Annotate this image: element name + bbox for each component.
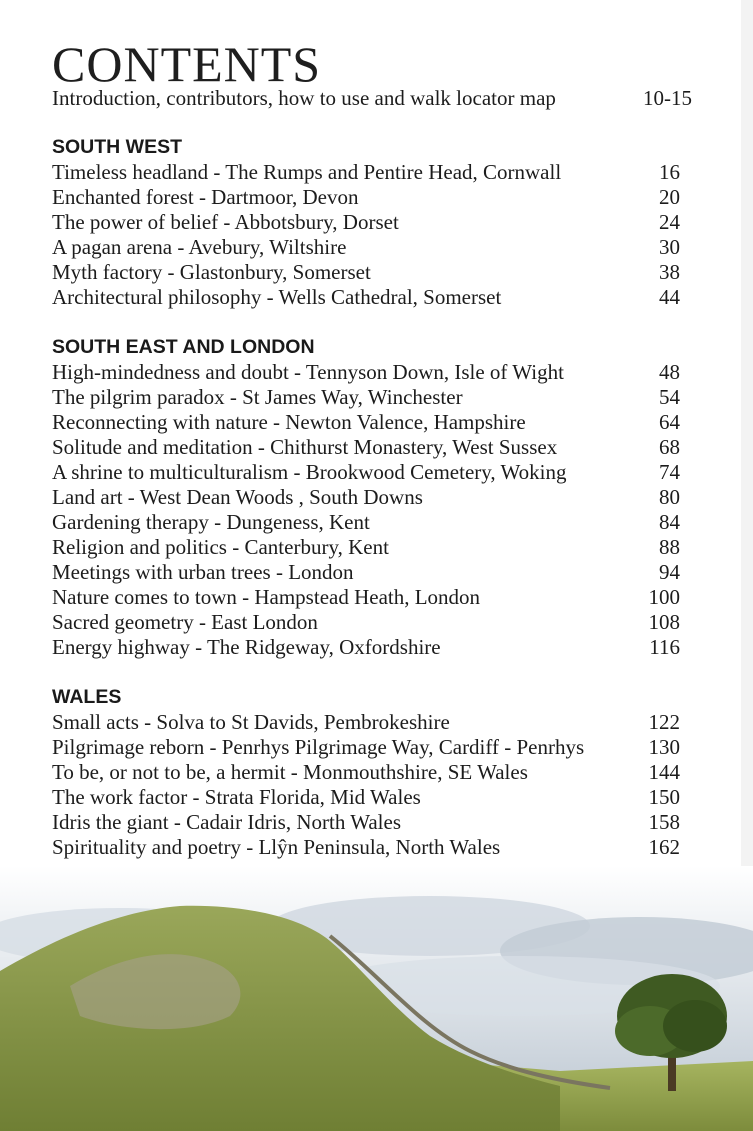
contents-entry[interactable] [52,185,692,210]
entry-page-number: 54 [659,385,680,409]
contents-entry[interactable] [52,285,692,310]
entry-title: Energy highway - The Ridgeway, Oxfordshire [52,635,441,659]
entry-page-number: 80 [659,485,680,509]
entry-title: Pilgrimage reborn - Penrhys Pilgrimage Way, Cardiff - Penrhys [52,735,585,759]
entry-title: A shrine to multiculturalism - Brookwood Cemetery, Woking [52,460,567,484]
intro-entry-page: 10-15 [643,86,692,110]
entry-page-number: 108 [648,610,680,634]
entry-page-number: 24 [659,210,680,234]
contents-entry[interactable] [52,235,692,260]
entry-title: Sacred geometry - East London [52,610,318,634]
entry-title: Religion and politics - Canterbury, Kent [52,535,389,559]
contents-entry[interactable] [52,385,692,410]
intro-entry[interactable] [52,86,692,111]
entry-page-number: 162 [648,835,680,859]
contents-entry[interactable] [52,360,692,385]
contents-entry[interactable] [52,785,692,810]
entry-page-number: 94 [659,560,680,584]
entry-page-number: 30 [659,235,680,259]
section-south-east-london [52,335,692,660]
entry-title: Enchanted forest - Dartmoor, Devon [52,185,359,209]
contents-entry[interactable] [52,410,692,435]
entry-page-number: 116 [649,635,680,659]
entry-page-number: 130 [648,735,680,759]
entry-title: Solitude and meditation - Chithurst Monastery, West Sussex [52,435,558,459]
entry-title: The power of belief - Abbotsbury, Dorset [52,210,399,234]
contents-entry[interactable] [52,160,692,185]
contents-entry[interactable] [52,710,692,735]
section-south-west [52,135,692,310]
entry-title: Small acts - Solva to St Davids, Pembrokeshire [52,710,450,734]
entry-title: Idris the giant - Cadair Idris, North Wales [52,810,402,834]
entry-title: The pilgrim paradox - St James Way, Winchester [52,385,463,409]
entry-page-number: 88 [659,535,680,559]
intro-entry-title: Introduction, contributors, how to use and walk locator map [52,86,556,110]
entry-title: Meetings with urban trees - London [52,560,354,584]
contents-entry[interactable] [52,585,692,610]
entry-page-number: 100 [648,585,680,609]
contents-entry[interactable] [52,760,692,785]
section-heading: WALES [52,686,122,708]
entry-title: Nature comes to town - Hampstead Heath, London [52,585,481,609]
entry-title: High-mindedness and doubt - Tennyson Down, Isle of Wight [52,360,564,384]
entry-page-number: 84 [659,510,680,534]
entry-page-number: 158 [648,810,680,834]
entry-page-number: 64 [659,410,680,434]
entry-page-number: 74 [659,460,680,484]
entry-title: Reconnecting with nature - Newton Valence, Hampshire [52,410,526,434]
entry-list [52,710,692,860]
section-heading: SOUTH WEST [52,136,182,158]
contents-entry[interactable] [52,810,692,835]
entry-page-number: 16 [659,160,680,184]
entry-title: To be, or not to be, a hermit - Monmouthshire, SE Wales [52,760,528,784]
entry-title: A pagan arena - Avebury, Wiltshire [52,235,347,259]
entry-page-number: 48 [659,360,680,384]
landscape-photo [0,866,753,1131]
contents-entry[interactable] [52,460,692,485]
entry-title: Land art - West Dean Woods , South Downs [52,485,423,509]
contents-entry[interactable] [52,835,692,860]
entry-title: Architectural philosophy - Wells Cathedral, Somerset [52,285,502,309]
entry-title: Myth factory - Glastonbury, Somerset [52,260,371,284]
contents-entry[interactable] [52,560,692,585]
contents-entry[interactable] [52,260,692,285]
entry-page-number: 122 [648,710,680,734]
page-title: CONTENTS [52,36,322,92]
entry-page-number: 44 [659,285,680,309]
contents-entry[interactable] [52,610,692,635]
contents-entry[interactable] [52,735,692,760]
entry-page-number: 144 [648,760,680,784]
entry-page-number: 68 [659,435,680,459]
page-edge-shadow [741,0,753,880]
entry-title: Gardening therapy - Dungeness, Kent [52,510,370,534]
entry-page-number: 150 [648,785,680,809]
contents-entry[interactable] [52,210,692,235]
entry-title: Timeless headland - The Rumps and Pentire Head, Cornwall [52,160,562,184]
contents-entry[interactable] [52,510,692,535]
entry-list [52,360,692,660]
contents-entry[interactable] [52,535,692,560]
section-wales [52,685,692,860]
entry-title: The work factor - Strata Florida, Mid Wales [52,785,421,809]
entry-page-number: 20 [659,185,680,209]
entry-list [52,160,692,310]
contents-entry[interactable] [52,435,692,460]
entry-title: Spirituality and poetry - Llŷn Peninsula, North Wales [52,835,501,859]
section-heading: SOUTH EAST AND LONDON [52,336,315,358]
contents-entry[interactable] [52,635,692,660]
entry-page-number: 38 [659,260,680,284]
contents-entry[interactable] [52,485,692,510]
